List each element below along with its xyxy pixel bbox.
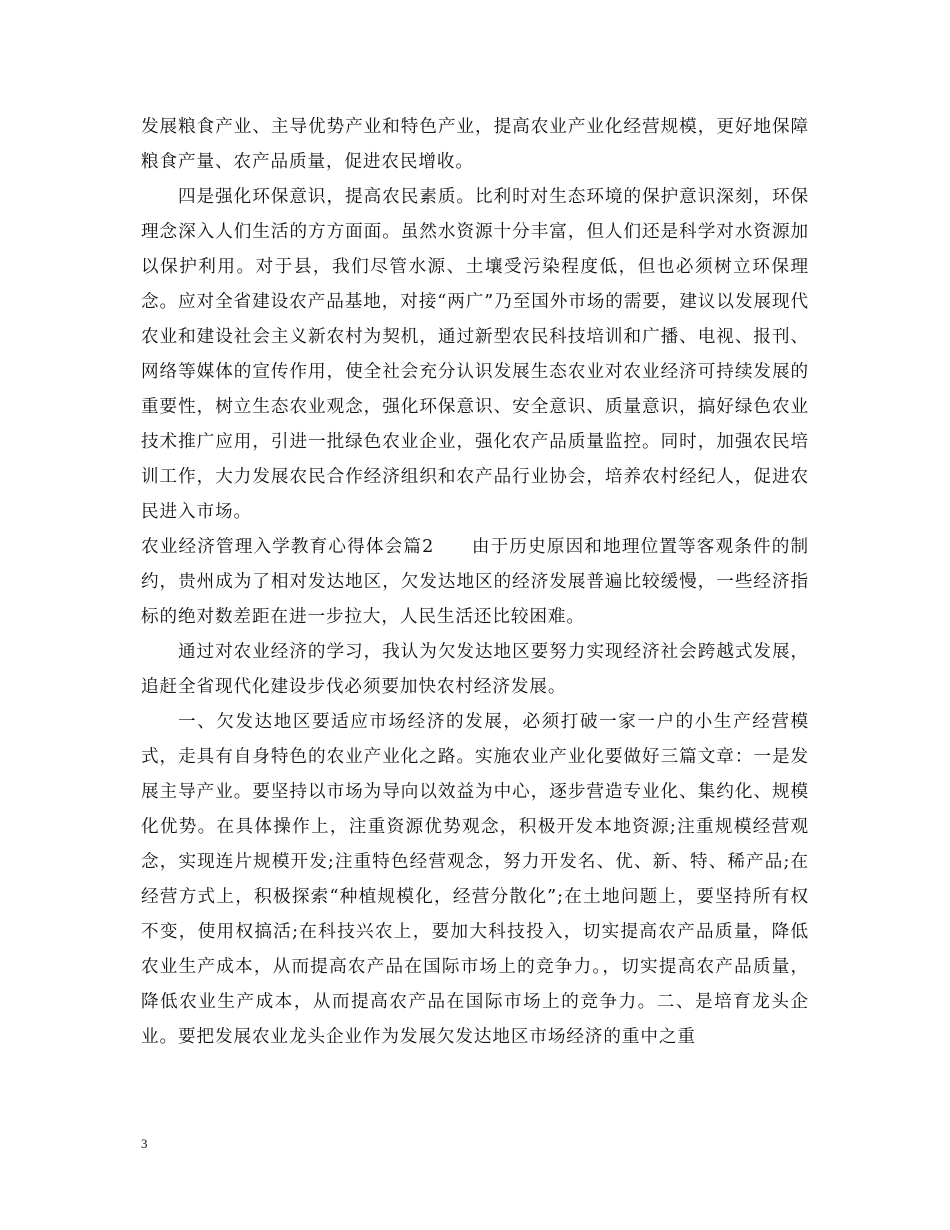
paragraph-study-reflection: 通过对农业经济的学习，我认为欠发达地区要努力实现经济社会跨越式发展，追赶全省现代化建设步伐必须要加快农村经济发展。 [141, 642, 809, 697]
page-number: 3 [141, 1136, 148, 1151]
paragraph-environmental-awareness: 四是强化环保意识，提高农民素质。比利时对生态环境的保护意识深刻，环保理念深入人们生活的方方面面。虽然水资源十分丰富，但人们还是科学对水资源加以保护利用。对于县，我们尽管水源、土壤受污染程度低，但也必须树立环保理念。应对全省建设农产品基地，对接“两广”乃至国外市场的需要，建议以发展现代农业和建设社会主义新农村为契机，通过新型农民科技培训和广播、电视、报刊、网络等媒体的宣传作用，使全社会充分认识发展生态农业对农业经济可持续发展的重要性，树立生态农业观念，强化环保意识、安全意识、质量意识，搞好绿色农业技术推广应用，引进一批绿色农业企业，强化农产品质量监控。同时，加强农民培训工作，大力发展农民合作经济组织和农产品行业协会，培养农村经纪人，促进农民进入市场。 [141, 187, 809, 522]
paragraph-continuation: 发展粮食产业、主导优势产业和特色产业，提高农业产业化经营规模，更好地保障粮食产量、农产品质量，促进农民增收。 [141, 117, 809, 172]
document-body [141, 110, 809, 1055]
paragraph-industrialization: 一、欠发达地区要适应市场经济的发展，必须打破一家一户的小生产经营模式，走具有自身特色的农业产业化之路。实施农业产业化要做好三篇文章：一是发展主导产业。要坚持以市场为导向以效益为中心，逐步营造专业化、集约化、规模化优势。在具体操作上，注重资源优势观念，积极开发本地资源;注重规模经营观念，实现连片规模开发;注重特色经营观念，努力开发名、优、新、特、稀产品;在经营方式上，积极探索“种植规模化，经营分散化”;在土地问题上，要坚持所有权不变，使用权搞活;在科技兴农上，要加大科技投入，切实提高农产品质量，降低农业生产成本，从而提高农产品在国际市场上的竞争力。，切实提高农产品质量，降低农业生产成本，从而提高农产品在国际市场上的竞争力。二、是培育龙头企业。要把发展农业龙头企业作为发展欠发达地区市场经济的重中之重 [141, 712, 809, 1047]
paragraph-section-2-intro: 农业经济管理入学教育心得体会篇2 由于历史原因和地理位置等客观条件的制约，贵州成为了相对发达地区，欠发达地区的经济发展普遍比较缓慢，一些经济指标的绝对数差距在进一步拉大，人民生活还比较困难。 [141, 537, 809, 627]
